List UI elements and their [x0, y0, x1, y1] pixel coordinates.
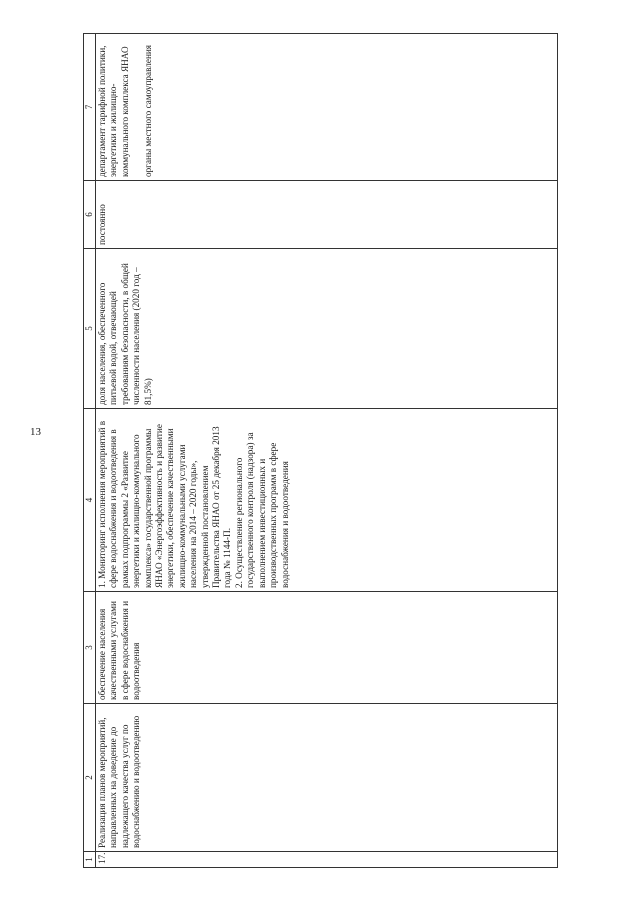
cell-goal: обеспечение населения качественными услугами в сфере водоснабжения и водоотведения	[96, 592, 558, 704]
header-row	[84, 34, 96, 868]
cell-term: постоянно	[96, 181, 558, 249]
header-col-1: 1	[84, 852, 96, 868]
cell-row-number: 17.	[96, 852, 558, 868]
header-col-7: 7	[84, 34, 96, 181]
cell-actions: 1. Мониторинг исполнения мероприятий в сфере водоснабжения и водоотведения в рамках подпрограммы 2 «Развитие энергетики и жилищно-коммунального комплекса» государственной программы ЯНАО «Энергоэффективность и развитие энергетики, обеспечение качественными жилищно-коммунальными услугами населения на 2014 – 2020 годы», утвержденной постановлением Правительства ЯНАО от 25 декабря 2013 года № 1144-П. 2. Осуществление регионального государственного контроля (надзора) за выполнением инвестиционных и производственных программ в сфере водоснабжения и водоотведения	[96, 409, 558, 592]
table-row	[96, 34, 558, 868]
header-col-4: 4	[84, 409, 96, 592]
measures-table-container	[83, 34, 558, 868]
header-col-5: 5	[84, 249, 96, 409]
cell-indicator: доля населения, обеспеченного питьевой водой, отвечающей требованиям безопасности, в общей численности населения (2020 год – 81,5%)	[96, 249, 558, 409]
page-number: 13	[30, 426, 41, 438]
header-col-3: 3	[84, 592, 96, 704]
header-col-6: 6	[84, 181, 96, 249]
cell-responsible: департамент тарифной политики, энергетики и жилищно-коммунального комплекса ЯНАО органы местного самоуправления	[96, 34, 558, 181]
cell-measure: Реализация планов мероприятий, направленных на доведение до надлежащего качества услуг по водоснабжению и водоотведению	[96, 704, 558, 852]
measures-table	[83, 33, 558, 868]
header-col-2: 2	[84, 704, 96, 852]
